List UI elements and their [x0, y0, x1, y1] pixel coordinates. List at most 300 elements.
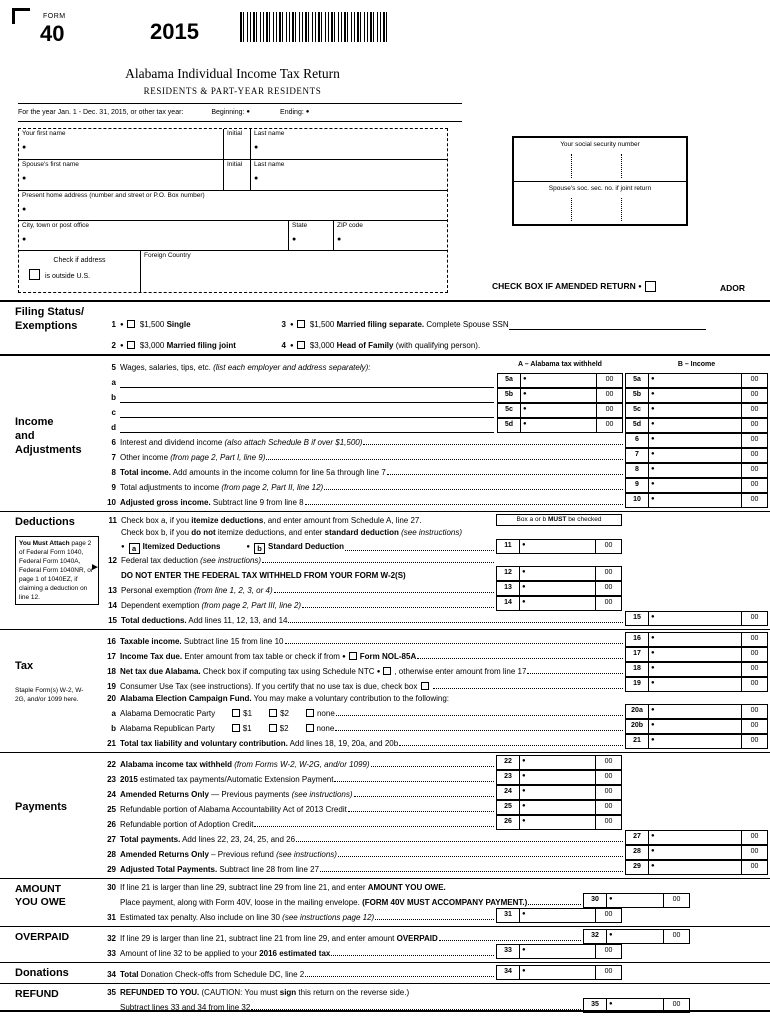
amount-box-22[interactable]: 22 ● 00	[496, 755, 622, 770]
line-9: 9 Total adjustments to income (from page 2, Part II, line 12) 9 ● 00	[100, 478, 768, 493]
amount-box-14[interactable]: 14 ● 00	[496, 596, 622, 611]
income-section: Income and Adjustments 5 Wages, salaries, tips, etc. (list each employer and address separately): A – Alabama tax withheld B – Income a 5a ● 00 5a ● 00 b 5b ● 00 5b ● 00 c 5c ● 00 5c ● 00 d 5d ● 00 5d ● 00 6 Interest and dividend income (also attach Schedule B if over $1,500) 6 ● 00 7 Other income (from page 2, Part I, line 9) 7 ● 00 8 Total income. Add amounts in the income column for line 5a through line 7 8 ● 00 9 Total adjustments to income (from page 2, Part II, line 12) 9 ● 00 10 Adjusted gross income. Subtract line 9 from line 8 10 ● 00	[0, 354, 770, 511]
amount-entry[interactable]	[519, 816, 595, 829]
entry-dot-icon	[522, 818, 528, 827]
amount-entry[interactable]	[648, 705, 741, 718]
entry-dot-icon	[651, 451, 657, 460]
amount-box-6[interactable]: 6 ● 00	[625, 433, 768, 448]
amount-box-12[interactable]: 12 ● 00	[496, 566, 622, 581]
line-5a: a 5a ● 00 5a ● 00	[100, 373, 768, 388]
line-21: 21 Total tax liability and voluntary contribution. Add lines 18, 19, 20a, and 20b 21 ● 00	[100, 734, 768, 749]
entry-dot-icon	[377, 667, 383, 676]
entry-dot-icon	[651, 481, 657, 490]
filing-row-1: 1 ● $1,500 Single 3 ● $1,500 Married filing separate. Complete Spouse SSN	[100, 309, 768, 330]
entry-dot-icon	[522, 542, 528, 551]
dem-2-dollar-checkbox[interactable]	[269, 709, 277, 717]
amended-return-checkbox[interactable]	[645, 281, 656, 292]
nol-85a-checkbox[interactable]	[349, 652, 357, 660]
amount-entry[interactable]	[519, 945, 595, 958]
line-14: 14 Dependent exemption (from page 2, Part III, line 2) 14 ● 00	[101, 596, 768, 611]
line-text: Total Donation Check-offs from Schedule DC, line 2	[120, 970, 305, 980]
line-text: Place payment, along with Form 40V, loose in the mailing envelope. (FORM 40V MUST ACCOMPANY PAYMENT.)	[120, 898, 528, 908]
amount-entry[interactable]	[520, 374, 596, 387]
line-text: Alabama Democratic Party $1 $2 none	[120, 709, 335, 719]
amount-entry[interactable]	[519, 771, 595, 784]
beginning-date-field[interactable]: Beginning: ●	[211, 109, 252, 118]
amount-you-owe-section: AMOUNT YOU OWE 30 If line 21 is larger than line 29, subtract line 29 from line 21, and enter AMOUNT YOU OWE. Place payment, along with Form 40V, loose in the mailing envelope. (FORM 40V MUST ACCOMPANY PAYMENT.) 30 ● 00 31 Estimated tax penalty. Also include on line 30 (see instructions page 12) 31 ● 00	[0, 878, 770, 926]
entry-dot-icon	[522, 584, 528, 593]
amount-box-30[interactable]: 30 ● 00	[583, 893, 690, 908]
line-6: 6 Interest and dividend income (also attach Schedule B if over $1,500) 6 ● 00	[100, 433, 768, 448]
bottom-rule	[0, 1010, 770, 1012]
dotted-leader	[336, 715, 623, 716]
amount-box-29[interactable]: 29 ● 00	[625, 860, 768, 875]
last-name-field[interactable]: Last name ●	[251, 129, 447, 159]
section-title: REFUND	[15, 988, 59, 1001]
entry-dot-icon	[523, 421, 529, 430]
line-25: 25 Refundable portion of Alabama Accountability Act of 2013 Credit 25 ● 00	[100, 800, 768, 815]
no-use-tax-checkbox[interactable]	[421, 682, 429, 690]
entry-dot-icon	[121, 542, 127, 551]
single-checkbox[interactable]	[127, 320, 135, 328]
section-title: Tax	[15, 660, 34, 673]
entry-dot-icon	[246, 542, 252, 551]
entry-dot-icon	[523, 376, 529, 385]
amount-entry[interactable]	[648, 404, 741, 417]
amount-entry[interactable]	[648, 612, 741, 625]
amount-entry[interactable]	[648, 633, 741, 646]
line-20b: b Alabama Republican Party $1 $2 none 20b ● 00	[100, 719, 768, 734]
amount-box-5b-withheld[interactable]: 5b ● 00	[497, 388, 623, 403]
line-11-text-2	[101, 526, 768, 538]
entry-dot-icon	[337, 236, 444, 245]
line-19: 19 Consumer Use Tax (see instructions). If you certify that no use tax is due, check box 19 ● 00	[100, 677, 768, 692]
line-text: Alabama income tax withheld (from Forms W-2, W-2G, and/or 1099)	[120, 760, 370, 770]
state-field[interactable]: State ●	[289, 221, 334, 250]
amount-box-13[interactable]: 13 ● 00	[496, 581, 622, 596]
amount-entry[interactable]	[519, 567, 595, 580]
entry-dot-icon	[342, 652, 348, 661]
amount-box-17[interactable]: 17 ● 00	[625, 647, 768, 662]
line-text: Amount of line 32 to be applied to your 2016 estimated tax	[120, 949, 331, 959]
form-number: 40	[40, 21, 65, 46]
line-5d: d 5d ● 00 5d ● 00	[100, 418, 768, 433]
entry-dot-icon	[651, 635, 657, 644]
dotted-leader	[417, 658, 623, 659]
column-b-header: B – Income	[677, 361, 716, 369]
amount-entry[interactable]	[519, 909, 595, 922]
form-word: FORM	[43, 13, 66, 20]
ending-date-field[interactable]: Ending: ●	[280, 109, 311, 118]
line-text: Check box a, if you itemize deductions, and enter amount from Schedule A, line 27.	[121, 516, 422, 526]
line-7: 7 Other income (from page 2, Part I, line 9) 7 ● 00	[100, 448, 768, 463]
first-name-field[interactable]: Your first name ●	[19, 129, 224, 159]
section-title: Donations	[15, 967, 69, 980]
line-text: ● $1,500 Married filing separate. Complete Spouse SSN	[290, 320, 509, 330]
amount-entry[interactable]	[648, 434, 741, 447]
amount-box-28[interactable]: 28 ● 00	[625, 845, 768, 860]
outside-us-checkbox[interactable]	[29, 269, 40, 280]
amount-box-26[interactable]: 26 ● 00	[496, 815, 622, 830]
ador-label: ADOR	[720, 283, 746, 293]
line-text: Total payments. Add lines 22, 23, 24, 25, and 26	[120, 835, 296, 845]
line-5-header: 5 Wages, salaries, tips, etc. (list each employer and address separately): A – Alabama tax withheld B – Income	[100, 358, 768, 373]
amount-box-34[interactable]: 34 ● 00	[496, 965, 622, 980]
amount-entry[interactable]	[648, 449, 741, 462]
line-10: 10 Adjusted gross income. Subtract line 9 from line 8 10 ● 00	[100, 493, 768, 508]
line-text: ● $1,500 Single	[120, 320, 270, 330]
form-subtitle: RESIDENTS & PART-YEAR RESIDENTS	[143, 86, 322, 96]
city-field[interactable]: City, town or post office ●	[19, 221, 289, 250]
line12-pointer-icon	[90, 562, 100, 575]
line-text: ● a Itemized Deductions ● b Standard Deduction	[121, 542, 344, 554]
line-text: Total income. Add amounts in the income column for line 5a through line 7	[120, 468, 386, 477]
amount-box-15[interactable]: 15 ● 00	[625, 611, 768, 626]
line-20a: a Alabama Democratic Party $1 $2 none 20a ● 00	[100, 704, 768, 719]
amount-box-20b[interactable]: 20b ● 00	[625, 719, 768, 734]
entry-dot-icon	[306, 109, 312, 116]
entry-dot-icon	[638, 281, 644, 292]
dotted-leader	[296, 841, 623, 842]
amount-entry[interactable]	[520, 404, 596, 417]
spouse-ssn-entry-field[interactable]	[509, 317, 706, 330]
entry-dot-icon	[609, 932, 615, 941]
ssn-digit-separator	[571, 154, 572, 178]
entry-dot-icon	[22, 206, 444, 215]
entry-dot-icon	[290, 320, 296, 329]
dotted-leader	[302, 607, 494, 608]
entry-dot-icon	[522, 569, 528, 578]
line-16: 16 Taxable income. Subtract line 15 from line 10 16 ● 00	[100, 632, 768, 647]
line-22: 22 Alabama income tax withheld (from Forms W-2, W-2G, and/or 1099) 22 ● 00	[100, 755, 768, 770]
entry-dot-icon	[609, 1001, 615, 1010]
home-address-field[interactable]: Present home address (number and street or P.O. Box number) ●	[19, 191, 447, 220]
line-text: DO NOT ENTER THE FEDERAL TAX WITHHELD FROM YOUR FORM W-2(S)	[121, 571, 406, 581]
amount-entry[interactable]	[648, 419, 741, 432]
entry-dot-icon	[120, 341, 126, 350]
amount-entry[interactable]	[648, 648, 741, 661]
amount-box-5d-withheld[interactable]: 5d ● 00	[497, 418, 623, 433]
amount-box-7[interactable]: 7 ● 00	[625, 448, 768, 463]
line-5c: c 5c ● 00 5c ● 00	[100, 403, 768, 418]
dotted-leader	[334, 781, 494, 782]
entry-dot-icon	[651, 436, 657, 445]
dotted-leader	[528, 904, 581, 905]
line-31: 31 Estimated tax penalty. Also include on line 30 (see instructions page 12) 31 ● 00	[100, 908, 768, 923]
amount-box-32[interactable]: 32 ● 00	[583, 929, 690, 944]
ssn-digit-separator	[571, 198, 572, 221]
dotted-leader	[439, 940, 581, 941]
spouse-first-name-field[interactable]: Spouse's first name ●	[19, 160, 224, 190]
married-joint-checkbox[interactable]	[127, 341, 135, 349]
spouse-last-name-field[interactable]: Last name ●	[251, 160, 447, 190]
ssn-box	[512, 136, 688, 226]
line-29: 29 Adjusted Total Payments. Subtract line 28 from line 27 29 ● 00	[100, 860, 768, 875]
entry-dot-icon	[292, 236, 330, 245]
amount-box-24[interactable]: 24 ● 00	[496, 785, 622, 800]
employer-field[interactable]	[120, 405, 494, 418]
initial-field[interactable]: Initial	[224, 129, 251, 159]
line-8: 8 Total income. Add amounts in the income column for line 5a through line 7 8 ● 00	[100, 463, 768, 478]
amount-box-25[interactable]: 25 ● 00	[496, 800, 622, 815]
entry-dot-icon	[651, 650, 657, 659]
name-address-block	[18, 128, 448, 293]
amount-entry[interactable]	[648, 494, 741, 507]
entry-dot-icon	[651, 863, 657, 872]
amount-box-5b-income[interactable]: 5b ● 00	[625, 388, 768, 403]
entry-dot-icon	[609, 896, 615, 905]
entry-dot-icon	[22, 144, 220, 153]
entry-dot-icon	[651, 665, 657, 674]
line-28: 28 Amended Returns Only – Previous refund (see instructions) 28 ● 00	[100, 845, 768, 860]
dotted-leader	[305, 976, 494, 977]
dotted-leader	[262, 562, 494, 563]
line-text: Taxable income. Subtract line 15 from line 10	[120, 637, 284, 647]
line-text: Estimated tax penalty. Also include on line 30 (see instructions page 12)	[120, 913, 375, 923]
amount-box-19[interactable]: 19 ● 00	[625, 677, 768, 692]
line-24: 24 Amended Returns Only — Previous payments (see instructions) 24 ● 00	[100, 785, 768, 800]
filing-status-section: Filing Status/ Exemptions 1 ● $1,500 Single 3 ● $1,500 Married filing separate. Complete Spouse SSN 2 ● $3,000 Married filing joint 4 ● $3,000 Head of Family (with qualifying person).	[0, 300, 770, 354]
amount-box-5d-income[interactable]: 5d ● 00	[625, 418, 768, 433]
dotted-leader	[338, 856, 623, 857]
line-12-text: 12 Federal tax deduction (see instructions)	[101, 554, 768, 566]
amount-box-11[interactable]: 11 ● 00	[496, 539, 622, 554]
dotted-leader	[433, 688, 623, 689]
married-separate-checkbox[interactable]	[297, 320, 305, 328]
dotted-leader	[345, 550, 494, 551]
amount-entry[interactable]	[519, 786, 595, 799]
tax-year-row	[18, 109, 462, 122]
line-text: Total tax liability and voluntary contribution. Add lines 18, 19, 20a, and 20b	[120, 739, 399, 749]
line-15: 15 Total deductions. Add lines 11, 12, 13, and 14 15 ● 00	[101, 611, 768, 626]
amount-box-33[interactable]: 33 ● 00	[496, 944, 622, 959]
name-row	[19, 129, 447, 160]
amount-entry[interactable]	[520, 419, 596, 432]
line-text: Wages, salaries, tips, etc. (list each employer and address separately):	[120, 363, 371, 372]
section-title: Filing Status/	[15, 306, 85, 318]
amount-box-10[interactable]: 10 ● 00	[625, 493, 768, 508]
amount-entry[interactable]	[648, 464, 741, 477]
line-12-warning	[101, 566, 768, 581]
tax-year: 2015	[150, 19, 199, 44]
entry-dot-icon	[290, 341, 296, 350]
amount-box-16[interactable]: 16 ● 00	[625, 632, 768, 647]
amount-box-35[interactable]: 35 ● 00	[583, 998, 690, 1013]
entry-dot-icon	[651, 848, 657, 857]
box-a-or-b-note: Box a or b MUST be checked	[496, 514, 622, 526]
spouse-name-row	[19, 160, 447, 191]
amount-entry[interactable]	[519, 756, 595, 769]
dotted-leader	[305, 504, 623, 505]
line-11-text-1: 11 Check box a, if you itemize deductions, and enter amount from Schedule A, line 27. Box a or b MUST be checked	[101, 514, 768, 526]
amount-entry[interactable]	[648, 479, 741, 492]
spouse-ssn-field[interactable]: Spouse's soc. sec. no. if joint return	[514, 181, 686, 224]
line-text: Refundable portion of Alabama Accountability Act of 2013 Credit	[120, 805, 347, 815]
amount-entry[interactable]	[648, 374, 741, 387]
amount-box-8[interactable]: 8 ● 00	[625, 463, 768, 478]
line-text: Income Tax due. Enter amount from tax table or check if from ● Form NOL-85A	[120, 652, 416, 662]
entry-dot-icon	[651, 466, 657, 475]
dotted-leader	[363, 444, 623, 445]
amount-entry[interactable]	[648, 735, 741, 748]
line-text: Net tax due Alabama. Check box if computing tax using Schedule NTC ● , otherwise enter amount from line 17	[120, 667, 526, 677]
line-text: Consumer Use Tax (see instructions). If you certify that no use tax is due, check box	[120, 682, 432, 692]
head-of-family-checkbox[interactable]	[297, 341, 305, 349]
amount-entry[interactable]	[648, 846, 741, 859]
deductions-section	[0, 511, 770, 629]
section-title: Deductions	[15, 516, 75, 528]
amount-entry[interactable]	[606, 930, 663, 943]
section-title: Income	[15, 416, 54, 428]
entry-dot-icon	[522, 947, 528, 956]
amount-entry[interactable]	[648, 720, 741, 733]
entry-dot-icon	[522, 599, 528, 608]
amount-box-23[interactable]: 23 ● 00	[496, 770, 622, 785]
itemized-checkbox[interactable]: a	[129, 543, 140, 554]
entry-dot-icon	[651, 722, 657, 731]
amount-box-31[interactable]: 31 ● 00	[496, 908, 622, 923]
entry-dot-icon	[522, 911, 528, 920]
amount-box-5c-income[interactable]: 5c ● 00	[625, 403, 768, 418]
schedule-ntc-checkbox[interactable]	[383, 667, 391, 675]
form-title: Alabama Individual Income Tax Return	[125, 66, 340, 81]
line-text: Check box b, if you do not itemize deductions, and enter standard deduction (see instructions)	[121, 528, 463, 538]
line-5b: b 5b ● 00 5b ● 00	[100, 388, 768, 403]
line-text: 2015 estimated tax payments/Automatic Extension Payment	[120, 775, 334, 785]
line-text: ● $3,000 Married filing joint	[120, 341, 270, 351]
line-text: Adjusted gross income. Subtract line 9 from line 8	[120, 498, 304, 507]
barcode	[240, 12, 390, 42]
amount-entry[interactable]	[519, 540, 595, 553]
amount-box-5c-withheld[interactable]: 5c ● 00	[497, 403, 623, 418]
amount-box-27[interactable]: 27 ● 00	[625, 830, 768, 845]
line-text: Refundable portion of Adoption Credit	[120, 820, 254, 830]
dotted-leader	[320, 871, 623, 872]
dotted-leader	[387, 474, 623, 475]
dem-1-dollar-checkbox[interactable]	[232, 709, 240, 717]
line-text: Total deductions. Add lines 11, 12, 13, and 14	[121, 616, 288, 626]
line-text: Interest and dividend income (also attach Schedule B if over $1,500)	[120, 438, 363, 447]
dotted-leader	[354, 796, 494, 797]
entry-dot-icon	[651, 833, 657, 842]
amount-entry[interactable]	[520, 389, 596, 402]
dotted-leader	[375, 919, 494, 920]
foreign-country-field[interactable]: Foreign Country	[144, 252, 191, 259]
rep-1-dollar-checkbox[interactable]	[232, 724, 240, 732]
line-35-text-1: 35 REFUNDED TO YOU. (CAUTION: You must sign this return on the reverse side.)	[107, 988, 410, 998]
line-text: ● $3,000 Head of Family (with qualifying person).	[290, 341, 480, 351]
employer-field[interactable]	[120, 375, 494, 388]
dem-none-checkbox[interactable]	[306, 709, 314, 717]
line-18: 18 Net tax due Alabama. Check box if computing tax using Schedule NTC ● , otherwise enter amount from line 17 18 ● 00	[100, 662, 768, 677]
zip-field[interactable]: ZIP code ●	[334, 221, 447, 250]
amount-box-5a-income[interactable]: 5a ● 00	[625, 373, 768, 388]
line-34: 34 Total Donation Check-offs from Schedule DC, line 2 34 ● 00	[100, 965, 768, 980]
foreign-row	[19, 251, 447, 292]
line-text: Alabama Election Campaign Fund. You may make a voluntary contribution to the following:	[120, 694, 450, 704]
amount-entry[interactable]	[519, 582, 595, 595]
entry-dot-icon	[651, 614, 657, 623]
section-title: Payments	[15, 801, 67, 814]
entry-dot-icon	[120, 320, 126, 329]
amount-entry[interactable]	[648, 678, 741, 691]
amount-box-21[interactable]: 21 ● 00	[625, 734, 768, 749]
line-text: Subtract lines 33 and 34 from line 32	[120, 1003, 251, 1013]
employer-field[interactable]	[120, 420, 494, 433]
dotted-leader	[285, 643, 624, 644]
line-text: Adjusted Total Payments. Subtract line 28 from line 27	[120, 865, 320, 875]
ssn-digit-separator	[621, 198, 622, 221]
address-row	[19, 191, 447, 221]
dotted-leader	[288, 622, 623, 623]
entry-dot-icon	[522, 968, 528, 977]
entry-dot-icon	[523, 406, 529, 415]
amount-entry[interactable]	[648, 831, 741, 844]
employer-field[interactable]	[120, 390, 494, 403]
entry-dot-icon	[246, 109, 252, 116]
line-11-checkboxes	[101, 538, 768, 554]
entry-dot-icon	[254, 175, 444, 184]
line-text: Other income (from page 2, Part I, line 9)	[120, 453, 266, 462]
standard-checkbox[interactable]: b	[254, 543, 265, 554]
amount-entry[interactable]	[519, 966, 595, 979]
amount-entry[interactable]	[519, 801, 595, 814]
line-text: REFUNDED TO YOU. (CAUTION: You must sign this return on the reverse side.)	[120, 988, 410, 998]
line-13: 13 Personal exemption (from line 1, 2, 3, or 4) 13 ● 00	[101, 581, 768, 596]
amount-entry[interactable]	[648, 663, 741, 676]
rep-2-dollar-checkbox[interactable]	[269, 724, 277, 732]
amount-box-5a-withheld[interactable]: 5a ● 00	[497, 373, 623, 388]
amount-box-18[interactable]: 18 ● 00	[625, 662, 768, 677]
dotted-leader	[399, 745, 623, 746]
outside-us-cell: Check if address is outside U.S.	[19, 251, 141, 292]
overpaid-section	[0, 926, 770, 962]
line-23: 23 2015 estimated tax payments/Automatic Extension Payment 23 ● 00	[100, 770, 768, 785]
line-text: Personal exemption (from line 1, 2, 3, or 4)	[121, 586, 273, 596]
section-title: OVERPAID	[15, 931, 70, 944]
column-a-header: A – Alabama tax withheld	[518, 361, 602, 369]
amount-box-20a[interactable]: 20a ● 00	[625, 704, 768, 719]
staple-note: Staple Form(s) W-2, W-2G, and/or 1099 here.	[15, 686, 84, 704]
entry-dot-icon	[22, 236, 285, 245]
header-divider	[18, 103, 462, 104]
your-ssn-field[interactable]: Your social security number	[514, 138, 686, 181]
rep-none-checkbox[interactable]	[306, 724, 314, 732]
amount-box-9[interactable]: 9 ● 00	[625, 478, 768, 493]
entry-dot-icon	[651, 496, 657, 505]
entry-dot-icon	[522, 758, 528, 767]
ssn-digit-separator	[621, 154, 622, 178]
line-30-text-2	[100, 893, 768, 908]
spouse-initial-field[interactable]: Initial	[224, 160, 251, 190]
amount-entry[interactable]	[648, 389, 741, 402]
amount-entry[interactable]	[606, 894, 663, 907]
entry-dot-icon	[651, 406, 657, 415]
amount-entry[interactable]	[519, 597, 595, 610]
dotted-leader	[371, 766, 494, 767]
amount-entry[interactable]	[648, 861, 741, 874]
city-row	[19, 221, 447, 251]
line-text: If line 21 is larger than line 29, subtract line 29 from line 21, and enter AMOUNT YOU OWE.	[120, 883, 446, 893]
line-20: 20 Alabama Election Campaign Fund. You may make a voluntary contribution to the following:	[107, 694, 450, 704]
entry-dot-icon	[651, 737, 657, 746]
section-title: AMOUNT	[15, 883, 62, 896]
entry-dot-icon	[522, 803, 528, 812]
entry-dot-icon	[22, 175, 220, 184]
tax-section	[0, 629, 770, 752]
line-text: If line 29 is larger than line 21, subtract line 21 from line 29, and enter amount OVERPAID	[120, 934, 438, 944]
line-text: Total adjustments to income (from page 2, Part II, line 12)	[120, 483, 324, 492]
